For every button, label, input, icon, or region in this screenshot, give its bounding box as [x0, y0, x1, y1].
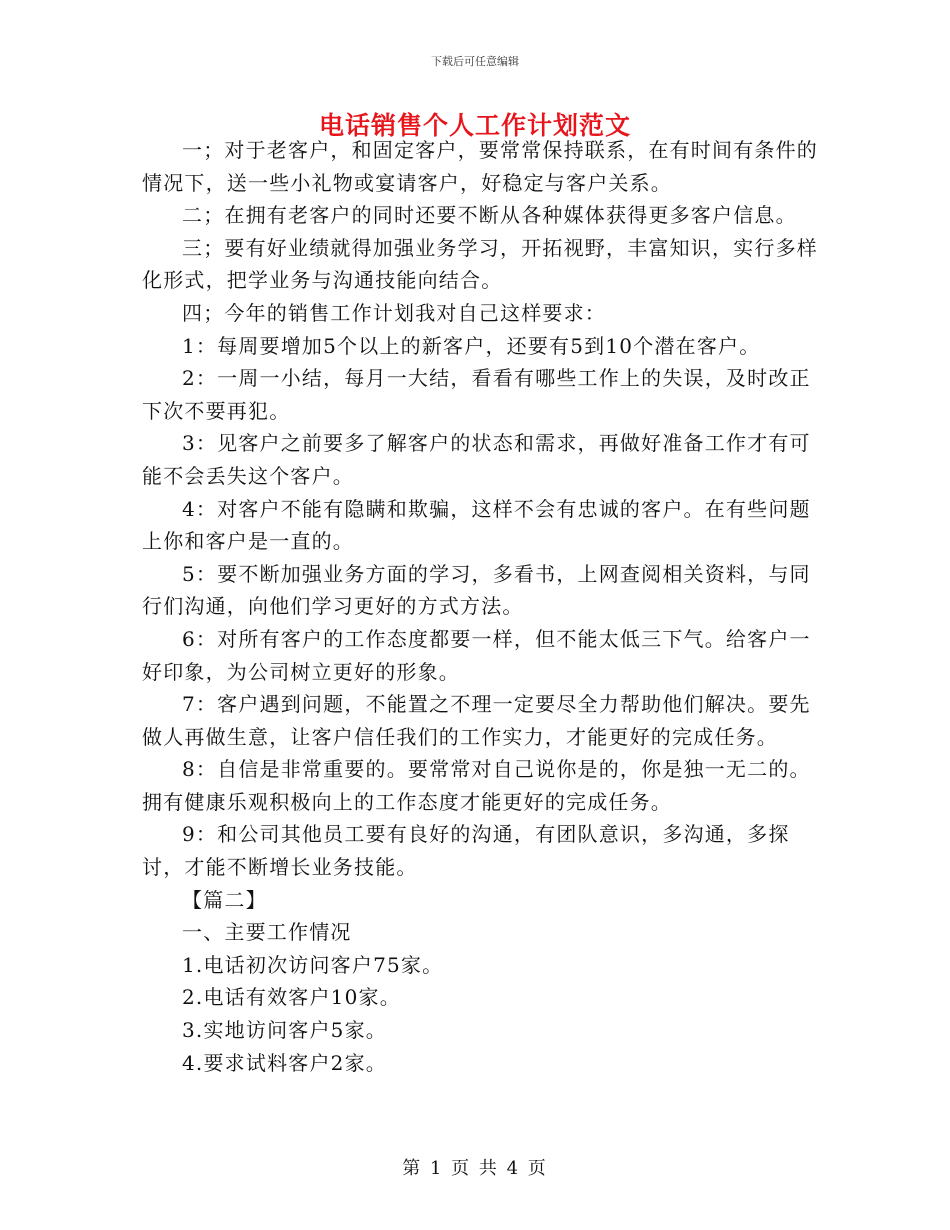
subsection-heading: 一、主要工作情况	[182, 920, 352, 945]
paragraph: 四；今年的销售工作计划我对自己这样要求：	[182, 300, 606, 325]
list-item: 5：要不断加强业务方面的学习，多看书，上网查阅相关资料，与同行们沟通，向他们学习更好的方式方法。	[142, 561, 811, 619]
list-item: 2.电话有效客户10家。	[182, 985, 401, 1010]
list-item: 1：每周要增加5个以上的新客户，还要有5到10个潜在客户。	[182, 333, 761, 358]
section-heading: 【篇二】	[182, 887, 267, 912]
list-item: 9：和公司其他员工要有良好的沟通，有团队意识，多沟通，多探讨，才能不断增长业务技能。	[142, 822, 790, 880]
list-item: 3.实地访问客户5家。	[182, 1018, 388, 1043]
list-item: 8：自信是非常重要的。要常常对自己说你是的，你是独一无二的。拥有健康乐观积极向上的工作态度才能更好的完成任务。	[142, 757, 811, 814]
list-item: 4.要求试料客户2家。	[182, 1050, 388, 1075]
list-item: 1.电话初次访问客户75家。	[182, 952, 444, 977]
page-indicator: 第 1 页 共 4 页	[402, 1158, 548, 1179]
list-item: 7：客户遇到问题，不能置之不理一定要尽全力帮助他们解决。要先做人再做生意，让客户信任我们的工作实力，才能更好的完成任务。	[142, 692, 811, 749]
list-item: 6：对所有客户的工作态度都要一样，但不能太低三下气。给客户一好印象，为公司树立更好的形象。	[142, 626, 811, 684]
paragraph: 一；对于老客户，和固定客户，要常常保持联系，在有时间有条件的情况下，送一些小礼物或宴请客户，好稳定与客户关系。	[142, 138, 818, 195]
paragraph: 三；要有好业绩就得加强业务学习，开拓视野，丰富知识，实行多样化形式，把学业务与沟通技能向结合。	[142, 235, 818, 293]
list-item: 2：一周一小结，每月一大结，看看有哪些工作上的失误，及时改正下次不要再犯。	[142, 366, 811, 423]
list-item: 3：见客户之前要多了解客户的状态和需求，再做好准备工作才有可能不会丢失这个客户。	[142, 431, 811, 488]
document-body	[142, 134, 822, 1079]
paragraph: 二；在拥有老客户的同时还要不断从各种媒体获得更多客户信息。	[182, 203, 797, 228]
list-item: 4：对客户不能有隐瞒和欺骗，这样不会有忠诚的客户。在有些问题上你和客户是一直的。	[142, 496, 811, 554]
document-title: 电话销售个人工作计划范文	[318, 111, 631, 140]
header-note: 下载后可任意编辑	[431, 55, 519, 68]
